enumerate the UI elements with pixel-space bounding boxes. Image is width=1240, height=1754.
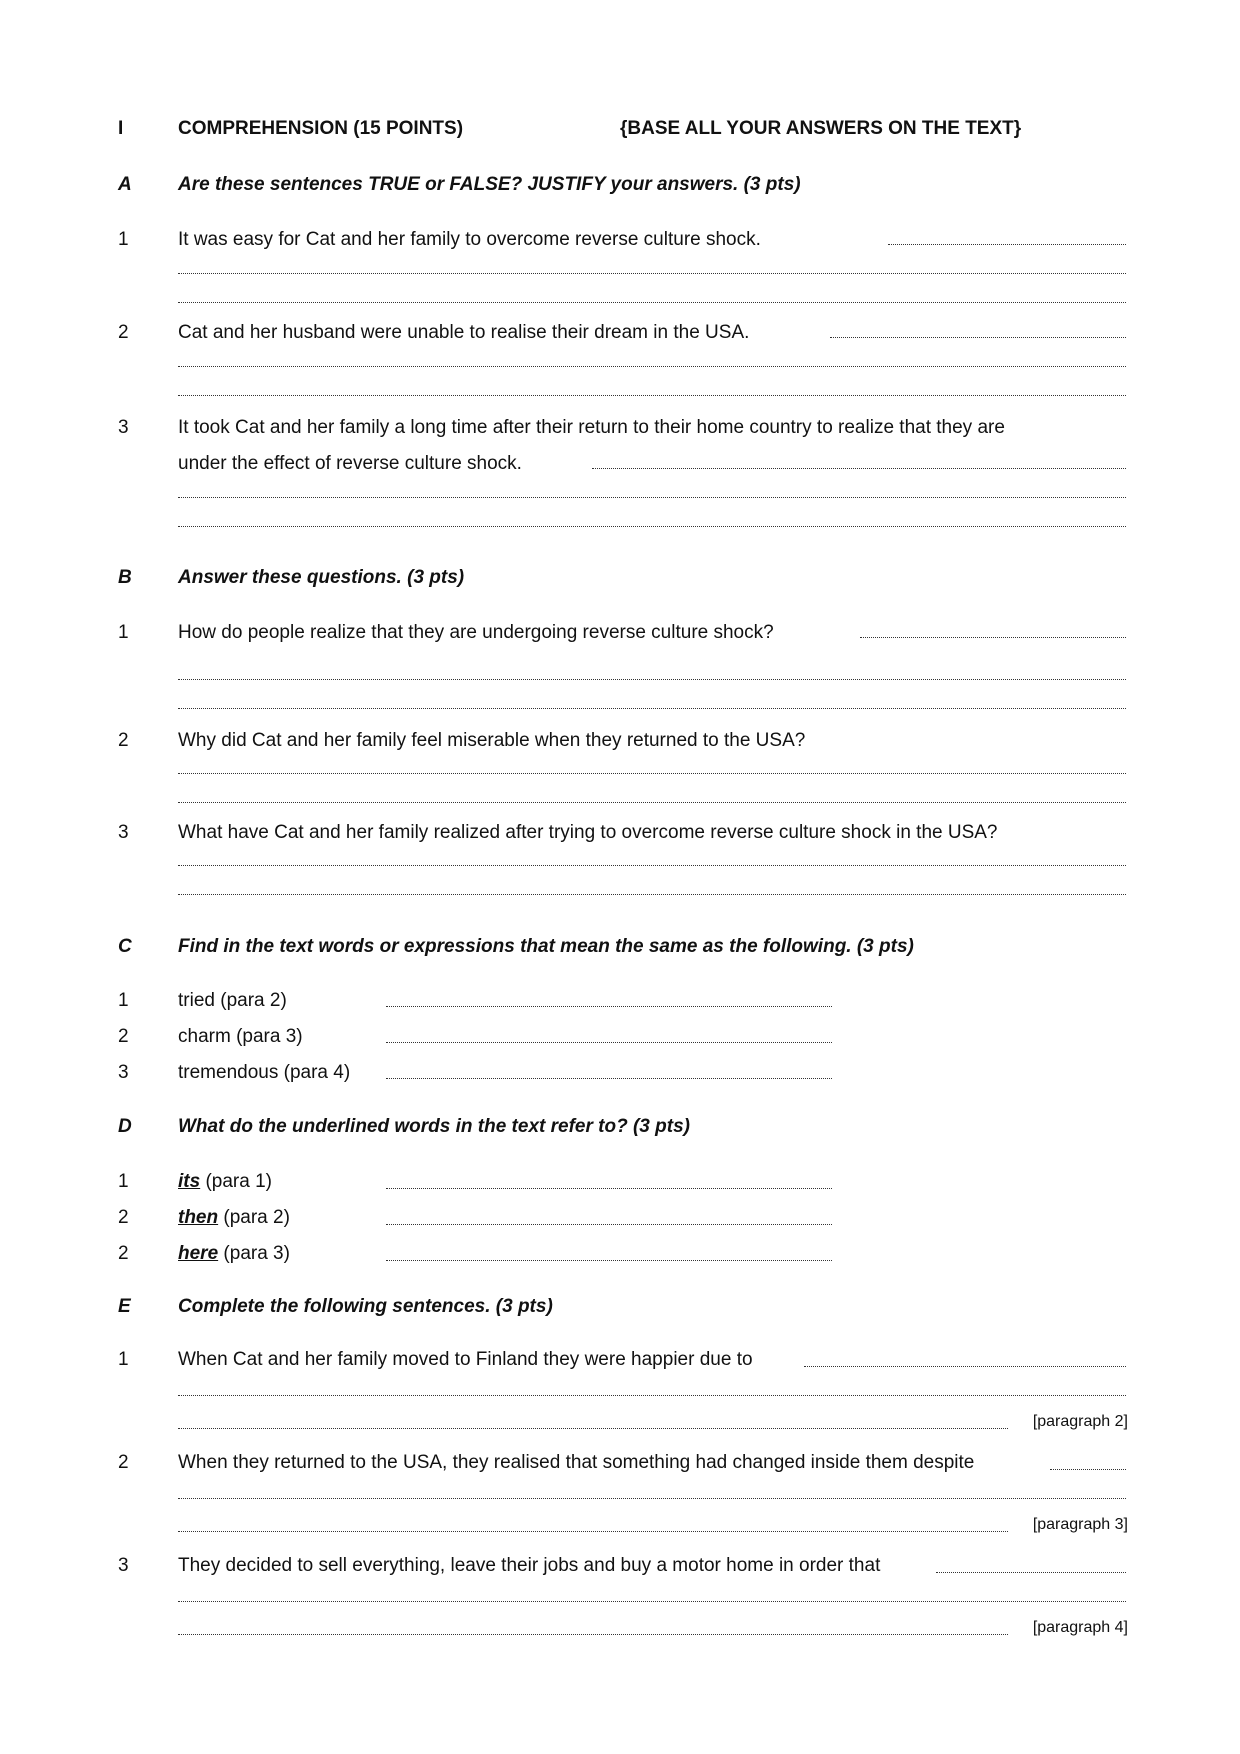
item-number: 2: [118, 1243, 129, 1264]
section-a-letter: A: [118, 174, 132, 195]
answer-line[interactable]: [386, 1078, 832, 1079]
section-e-letter: E: [118, 1296, 131, 1317]
answer-line[interactable]: [830, 337, 1126, 338]
answer-line[interactable]: [386, 1224, 832, 1225]
paragraph-reference: [paragraph 4]: [1032, 1619, 1128, 1636]
item-number: 2: [118, 322, 129, 343]
answer-line[interactable]: [178, 865, 1126, 866]
answer-line[interactable]: [804, 1366, 1126, 1367]
answer-line[interactable]: [386, 1042, 832, 1043]
item-number: 3: [118, 417, 129, 438]
answer-line[interactable]: [386, 1188, 832, 1189]
item-number: 2: [118, 1207, 129, 1228]
section-b-letter: B: [118, 567, 132, 588]
word-prompt: tremendous (para 4): [178, 1062, 351, 1083]
para-ref: (para 3): [218, 1243, 290, 1264]
item-number: 1: [118, 1349, 129, 1370]
answer-line[interactable]: [178, 679, 1126, 680]
item-number: 1: [118, 1171, 129, 1192]
answer-line[interactable]: [178, 366, 1126, 367]
statement-text: It was easy for Cat and her family to overcome reverse culture shock.: [178, 229, 761, 250]
section-title: COMPREHENSION (15 POINTS): [178, 118, 464, 139]
underlined-word: then: [178, 1207, 219, 1228]
statement-text: Cat and her husband were unable to realise their dream in the USA.: [178, 322, 750, 343]
reference-prompt: [178, 1243, 290, 1265]
sentence-start: When Cat and her family moved to Finland they were happier due to: [178, 1349, 753, 1370]
section-note: {BASE ALL YOUR ANSWERS ON THE TEXT}: [620, 118, 1022, 139]
para-ref: (para 1): [200, 1171, 272, 1192]
answer-line[interactable]: [178, 773, 1126, 774]
answer-line[interactable]: [178, 497, 1126, 498]
question-text: How do people realize that they are undergoing reverse culture shock?: [178, 622, 774, 643]
underlined-word: its: [178, 1171, 201, 1192]
answer-line[interactable]: [386, 1006, 832, 1007]
section-b-title: Answer these questions. (3 pts): [178, 567, 465, 588]
section-e-title: Complete the following sentences. (3 pts): [178, 1296, 553, 1317]
reference-prompt: [178, 1207, 290, 1229]
answer-line[interactable]: [860, 637, 1126, 638]
section-c-title: Find in the text words or expressions that mean the same as the following. (3 pts): [178, 936, 914, 957]
answer-line[interactable]: [178, 708, 1126, 709]
answer-line[interactable]: [178, 302, 1126, 303]
statement-text: It took Cat and her family a long time after their return to their home country to realize that they are: [178, 417, 1005, 438]
answer-line[interactable]: [178, 1498, 1126, 1499]
answer-line[interactable]: [178, 526, 1126, 527]
item-number: 2: [118, 1452, 129, 1473]
answer-line[interactable]: [178, 1634, 1008, 1635]
answer-line[interactable]: [178, 1395, 1126, 1396]
question-text: What have Cat and her family realized after trying to overcome reverse culture shock in the USA?: [178, 822, 998, 843]
item-number: 3: [118, 1062, 129, 1083]
answer-line[interactable]: [178, 894, 1126, 895]
section-c-letter: C: [118, 936, 132, 957]
answer-line[interactable]: [178, 1601, 1126, 1602]
section-d-title: What do the underlined words in the text refer to? (3 pts): [178, 1116, 690, 1137]
paragraph-reference: [paragraph 2]: [1032, 1413, 1128, 1430]
sentence-start: They decided to sell everything, leave their jobs and buy a motor home in order that: [178, 1555, 881, 1576]
underlined-word: here: [178, 1243, 219, 1264]
answer-line[interactable]: [178, 802, 1126, 803]
answer-line[interactable]: [386, 1260, 832, 1261]
word-prompt: charm (para 3): [178, 1026, 303, 1047]
item-number: 1: [118, 622, 129, 643]
statement-text-continued: under the effect of reverse culture shock.: [178, 453, 522, 474]
answer-line[interactable]: [888, 244, 1126, 245]
para-ref: (para 2): [218, 1207, 290, 1228]
question-text: Why did Cat and her family feel miserable when they returned to the USA?: [178, 730, 806, 751]
answer-line[interactable]: [178, 273, 1126, 274]
item-number: 2: [118, 730, 129, 751]
answer-line[interactable]: [1050, 1469, 1126, 1470]
reference-prompt: [178, 1171, 272, 1193]
item-number: 1: [118, 229, 129, 250]
answer-line[interactable]: [178, 1531, 1008, 1532]
paragraph-reference: [paragraph 3]: [1032, 1516, 1128, 1533]
item-number: 3: [118, 822, 129, 843]
word-prompt: tried (para 2): [178, 990, 287, 1011]
section-a-title: Are these sentences TRUE or FALSE? JUSTIFY your answers. (3 pts): [178, 174, 801, 195]
sentence-start: When they returned to the USA, they realised that something had changed inside them despite: [178, 1452, 975, 1473]
item-number: 1: [118, 990, 129, 1011]
section-d-letter: D: [118, 1116, 132, 1137]
item-number: 3: [118, 1555, 129, 1576]
answer-line[interactable]: [178, 1428, 1008, 1429]
item-number: 2: [118, 1026, 129, 1047]
answer-line[interactable]: [592, 468, 1126, 469]
answer-line[interactable]: [936, 1572, 1126, 1573]
section-roman-numeral: I: [118, 118, 124, 139]
answer-line[interactable]: [178, 395, 1126, 396]
